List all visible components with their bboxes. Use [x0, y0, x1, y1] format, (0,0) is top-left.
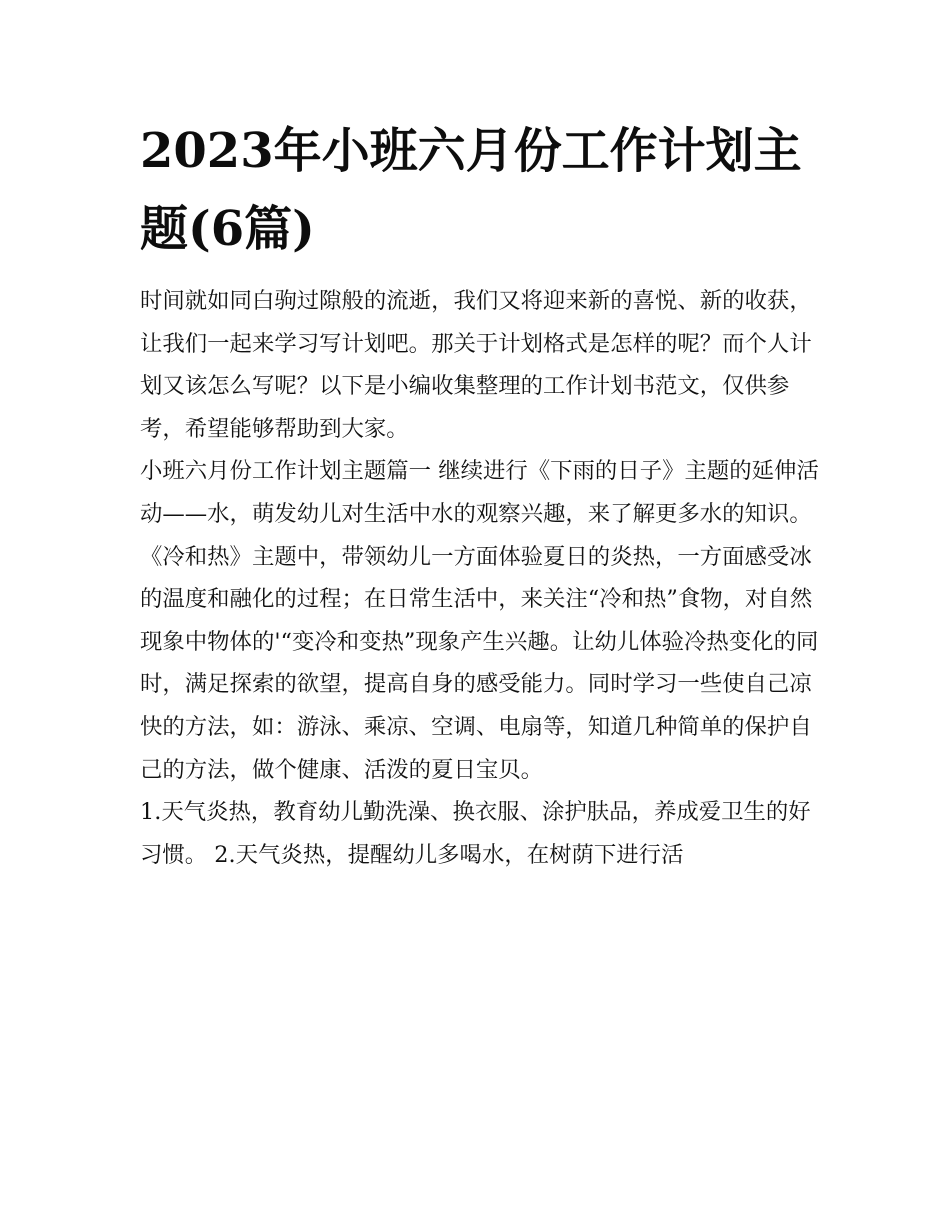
intro-paragraph: 时间就如同白驹过隙般的流逝，我们又将迎来新的喜悦、新的收获，让我们一起来学习写计划吧。那关于计划格式是怎样的呢？而个人计划又该怎么写呢？以下是小编收集整理的工作计划书范文，仅供参考，希望能够帮助到大家。	[140, 288, 812, 442]
numbered-items-paragraph: 1.天气炎热，教育幼儿勤洗澡、换衣服、涂护肤品，养成爱卫生的好习惯。 2.天气炎热，提醒幼儿多喝水，在树荫下进行活	[140, 799, 811, 868]
section-one-paragraph: 小班六月份工作计划主题篇一 继续进行《下雨的日子》主题的延伸活动——水，萌发幼儿对生活中水的观察兴趣，来了解更多水的知识。	[140, 458, 819, 527]
document-body	[140, 280, 820, 876]
document-title: 2023年小班六月份工作计划主题(6篇)	[140, 123, 802, 257]
cold-and-hot-paragraph: 《冷和热》主题中，带领幼儿一方面体验夏日的炎热，一方面感受冰的温度和融化的过程；在日常生活中，来关注“冷和热”食物，对自然现象中物体的'“变冷和变热”现象产生兴趣。让幼儿体验冷热变化的同时，满足探索的欲望，提高自身的感受能力。同时学习一些使自己凉快的方法，如：游泳、乘凉、空调、电扇等，知道几种简单的保护自己的方法，做个健康、活泼的夏日宝贝。	[140, 543, 819, 783]
